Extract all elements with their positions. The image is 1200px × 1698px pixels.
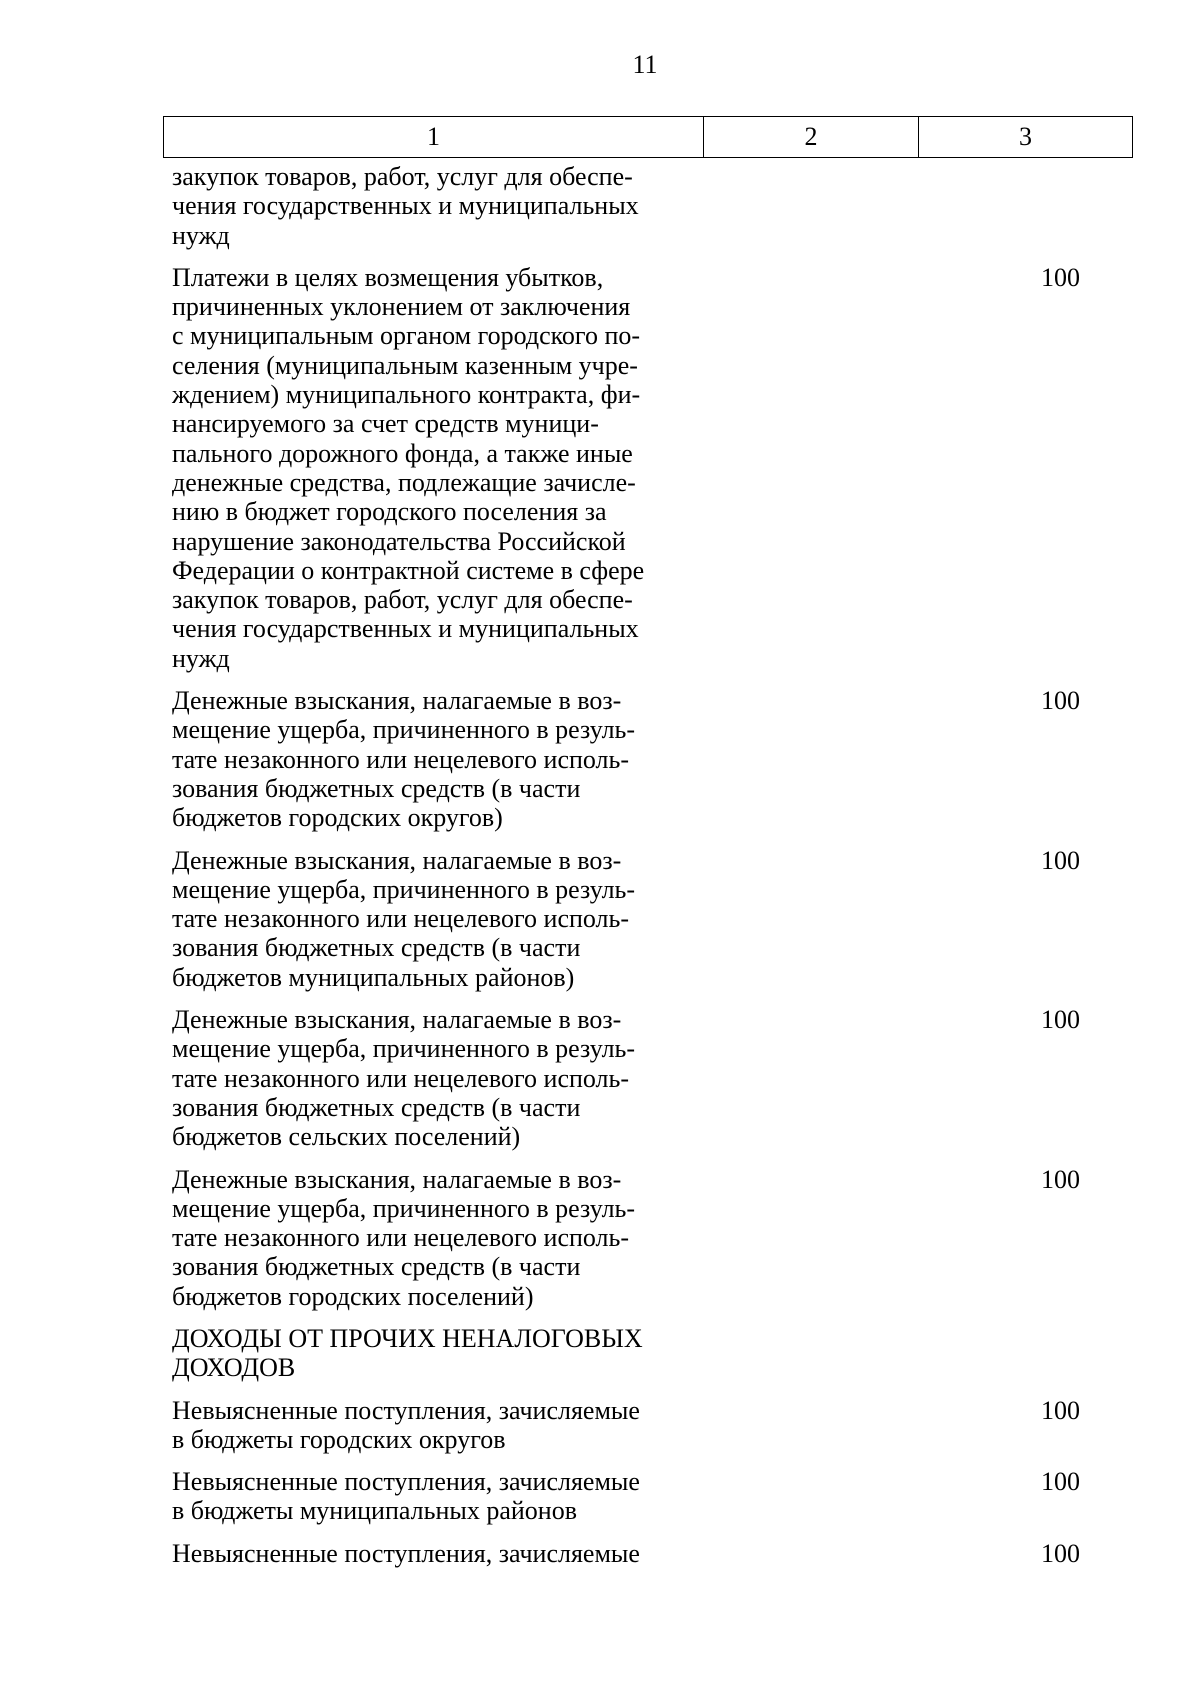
row-name-cell: Невыясненные поступления, зачисляемые в бюджеты городских округов [172,1395,640,1454]
table-row [172,162,1132,250]
row-value-cell: 100 [1041,1005,1080,1035]
row-value-cell: 100 [1041,1164,1080,1194]
table-header-col-2: 2 [704,117,919,157]
table-body [172,162,1132,1581]
row-name-cell: Денежные взыскания, налагаемые в воз- мещение ущерба, причиненного в резуль- тате незаконного или нецелевого исполь- зования бюджетных средств (в части бюджетов городских поселений) [172,1164,636,1311]
table-row [172,1467,1132,1526]
table-header-col-1: 1 [164,117,704,157]
table-row [172,263,1132,673]
row-name-cell: закупок товаров, работ, услуг для обеспе- чения государственных и муниципальных нужд [172,162,639,250]
table-row [172,1005,1132,1151]
row-value-cell: 100 [1041,1395,1080,1425]
row-name-cell: Денежные взыскания, налагаемые в воз- мещение ущерба, причиненного в резуль- тате незаконного или нецелевого исполь- зования бюджетных средств (в части бюджетов муниципальных районов) [172,845,636,992]
table-row [172,686,1132,832]
table-row [172,1539,1132,1568]
row-name-cell: Невыясненные поступления, зачисляемые [172,1538,640,1568]
row-value-cell [694,162,1080,250]
row-value-cell [694,1324,1080,1383]
page-number: 11 [632,50,658,79]
row-value-cell: 100 [1041,845,1080,875]
section-heading-cell: ДОХОДЫ ОТ ПРОЧИХ НЕНАЛОГОВЫХ ДОХОДОВ [172,1323,643,1383]
row-value-cell: 100 [1041,1538,1080,1568]
row-name-cell: Денежные взыскания, налагаемые в воз- мещение ущерба, причиненного в резуль- тате незаконного или нецелевого исполь- зования бюджетных средств (в части бюджетов городских округов) [172,686,636,833]
table-row [172,846,1132,992]
row-value-cell: 100 [1041,262,1080,292]
table-header-col-3: 3 [1019,122,1032,151]
table-row [172,1396,1132,1455]
row-value-cell: 100 [1041,686,1080,716]
row-name-cell: Денежные взыскания, налагаемые в воз- мещение ущерба, причиненного в резуль- тате незаконного или нецелевого исполь- зования бюджетных средств (в части бюджетов сельских поселений) [172,1005,636,1152]
table-row [172,1324,1132,1383]
row-value-cell: 100 [1041,1467,1080,1497]
table-row [172,1165,1132,1311]
row-name-cell: Платежи в целях возмещения убытков, причиненных уклонением от заключения с муниципальным органом городского по- селения (муниципальным казенным учре- ждением) муниципального контракта, фи- нансируемого за счет средств муници- пального дорожного фонда, а также иные денежные средства, подлежащие зачисле- нию в бюджет городского поселения за нарушение законодательства Российской Федерации о контрактной системе в сфере закупок товаров, работ, услуг для обеспе- чения государственных и муниципальных нужд [172,262,645,673]
row-name-cell: Невыясненные поступления, зачисляемые в бюджеты муниципальных районов [172,1467,640,1526]
table-header-row [163,116,1133,158]
